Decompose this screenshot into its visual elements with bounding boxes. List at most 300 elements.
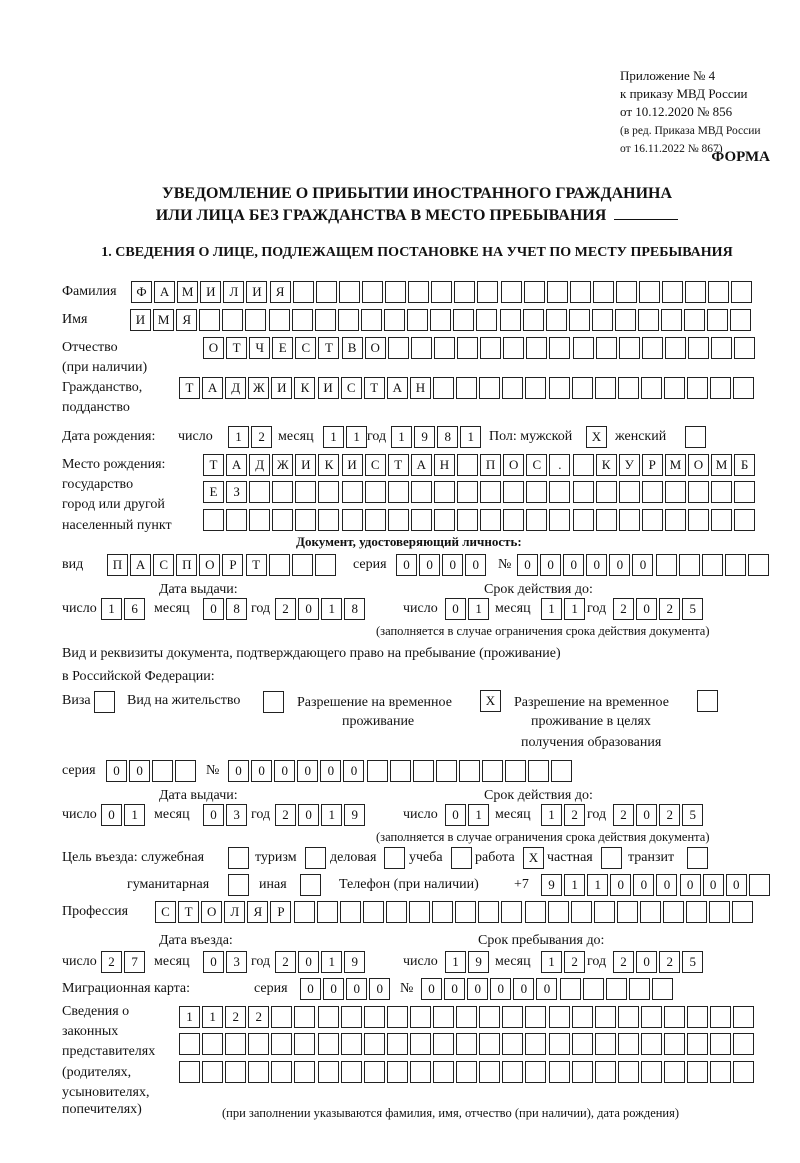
- char-cell[interactable]: [524, 281, 545, 303]
- char-cell[interactable]: 1: [391, 426, 412, 448]
- char-cell[interactable]: Р: [270, 901, 291, 923]
- char-cell[interactable]: 0: [298, 951, 319, 973]
- char-cell[interactable]: А: [387, 377, 408, 399]
- char-cell[interactable]: [271, 1033, 292, 1055]
- char-cell[interactable]: [222, 309, 243, 331]
- reps-field-1[interactable]: [179, 1006, 756, 1028]
- char-cell[interactable]: 0: [703, 874, 724, 896]
- char-cell[interactable]: [618, 1061, 639, 1083]
- name-field[interactable]: [130, 309, 754, 331]
- char-cell[interactable]: [315, 309, 336, 331]
- char-cell[interactable]: [732, 901, 753, 923]
- char-cell[interactable]: [730, 309, 751, 331]
- char-cell[interactable]: 0: [586, 554, 607, 576]
- char-cell[interactable]: [615, 309, 636, 331]
- char-cell[interactable]: 9: [344, 804, 365, 826]
- char-cell[interactable]: [318, 481, 339, 503]
- char-cell[interactable]: 1: [460, 426, 481, 448]
- char-cell[interactable]: 0: [320, 760, 341, 782]
- char-cell[interactable]: Я: [270, 281, 291, 303]
- char-cell[interactable]: 0: [297, 760, 318, 782]
- char-cell[interactable]: [679, 554, 700, 576]
- char-cell[interactable]: [387, 1061, 408, 1083]
- char-cell[interactable]: [480, 481, 501, 503]
- char-cell[interactable]: [525, 1033, 546, 1055]
- stay-valid-day-field[interactable]: [445, 804, 491, 826]
- stay-issue-day-field[interactable]: [101, 804, 147, 826]
- char-cell[interactable]: Н: [410, 377, 431, 399]
- char-cell[interactable]: [549, 1006, 570, 1028]
- char-cell[interactable]: [642, 509, 663, 531]
- char-cell[interactable]: И: [318, 377, 339, 399]
- char-cell[interactable]: [710, 1006, 731, 1028]
- char-cell[interactable]: [272, 481, 293, 503]
- char-cell[interactable]: Е: [203, 481, 224, 503]
- char-cell[interactable]: 0: [563, 554, 584, 576]
- char-cell[interactable]: [361, 309, 382, 331]
- char-cell[interactable]: [410, 1006, 431, 1028]
- checkbox-cell[interactable]: [697, 690, 718, 712]
- char-cell[interactable]: [294, 1006, 315, 1028]
- char-cell[interactable]: Б: [734, 454, 755, 476]
- char-cell[interactable]: 1: [202, 1006, 223, 1028]
- char-cell[interactable]: 0: [467, 978, 488, 1000]
- checkbox-cell[interactable]: [300, 874, 321, 896]
- char-cell[interactable]: [249, 481, 270, 503]
- char-cell[interactable]: И: [130, 309, 151, 331]
- char-cell[interactable]: [410, 1061, 431, 1083]
- char-cell[interactable]: Л: [223, 281, 244, 303]
- char-cell[interactable]: И: [295, 454, 316, 476]
- char-cell[interactable]: [573, 481, 594, 503]
- citizenship-field[interactable]: [179, 377, 756, 399]
- char-cell[interactable]: С: [526, 454, 547, 476]
- char-cell[interactable]: К: [596, 454, 617, 476]
- char-cell[interactable]: 0: [490, 978, 511, 1000]
- char-cell[interactable]: 5: [682, 598, 703, 620]
- char-cell[interactable]: [640, 901, 661, 923]
- char-cell[interactable]: 1: [564, 874, 585, 896]
- id-series-field[interactable]: [396, 554, 488, 576]
- char-cell[interactable]: 2: [101, 951, 122, 973]
- checkbox-cell[interactable]: [601, 847, 622, 869]
- char-cell[interactable]: [271, 1061, 292, 1083]
- char-cell[interactable]: [641, 1061, 662, 1083]
- char-cell[interactable]: 2: [659, 804, 680, 826]
- char-cell[interactable]: [572, 1006, 593, 1028]
- char-cell[interactable]: [525, 377, 546, 399]
- char-cell[interactable]: 2: [564, 951, 585, 973]
- char-cell[interactable]: 1: [564, 598, 585, 620]
- char-cell[interactable]: [707, 309, 728, 331]
- char-cell[interactable]: [433, 377, 454, 399]
- char-cell[interactable]: С: [153, 554, 174, 576]
- char-cell[interactable]: [684, 309, 705, 331]
- char-cell[interactable]: [629, 978, 650, 1000]
- char-cell[interactable]: [387, 1033, 408, 1055]
- char-cell[interactable]: [367, 760, 388, 782]
- char-cell[interactable]: 2: [564, 804, 585, 826]
- char-cell[interactable]: К: [294, 377, 315, 399]
- char-cell[interactable]: [225, 1061, 246, 1083]
- char-cell[interactable]: 9: [468, 951, 489, 973]
- char-cell[interactable]: С: [365, 454, 386, 476]
- char-cell[interactable]: 2: [613, 804, 634, 826]
- char-cell[interactable]: Н: [434, 454, 455, 476]
- checkbox-cell[interactable]: [384, 847, 405, 869]
- char-cell[interactable]: [294, 1033, 315, 1055]
- char-cell[interactable]: [365, 509, 386, 531]
- char-cell[interactable]: [410, 1033, 431, 1055]
- sex-male-checkbox[interactable]: [586, 426, 609, 448]
- char-cell[interactable]: 0: [101, 804, 122, 826]
- char-cell[interactable]: [710, 1061, 731, 1083]
- char-cell[interactable]: [385, 281, 406, 303]
- char-cell[interactable]: [639, 281, 660, 303]
- char-cell[interactable]: [318, 1061, 339, 1083]
- char-cell[interactable]: [595, 1033, 616, 1055]
- purpose-study-checkbox[interactable]: [451, 847, 474, 869]
- char-cell[interactable]: 0: [465, 554, 486, 576]
- migration-series-field[interactable]: [300, 978, 392, 1000]
- char-cell[interactable]: [502, 377, 523, 399]
- char-cell[interactable]: [526, 481, 547, 503]
- char-cell[interactable]: 6: [124, 598, 145, 620]
- char-cell[interactable]: 0: [444, 978, 465, 1000]
- char-cell[interactable]: [733, 1061, 754, 1083]
- char-cell[interactable]: [413, 760, 434, 782]
- char-cell[interactable]: 0: [636, 598, 657, 620]
- char-cell[interactable]: [179, 1033, 200, 1055]
- char-cell[interactable]: 8: [437, 426, 458, 448]
- char-cell[interactable]: О: [201, 901, 222, 923]
- char-cell[interactable]: [618, 1006, 639, 1028]
- char-cell[interactable]: [573, 337, 594, 359]
- char-cell[interactable]: 2: [275, 804, 296, 826]
- char-cell[interactable]: П: [480, 454, 501, 476]
- purpose-humanitarian-checkbox[interactable]: [228, 874, 251, 896]
- char-cell[interactable]: 0: [636, 951, 657, 973]
- char-cell[interactable]: [664, 377, 685, 399]
- char-cell[interactable]: [433, 1006, 454, 1028]
- char-cell[interactable]: С: [155, 901, 176, 923]
- char-cell[interactable]: [500, 309, 521, 331]
- char-cell[interactable]: [387, 1006, 408, 1028]
- char-cell[interactable]: [638, 309, 659, 331]
- char-cell[interactable]: Т: [226, 337, 247, 359]
- char-cell[interactable]: А: [411, 454, 432, 476]
- char-cell[interactable]: 1: [587, 874, 608, 896]
- char-cell[interactable]: Д: [225, 377, 246, 399]
- char-cell[interactable]: [476, 309, 497, 331]
- char-cell[interactable]: [479, 1033, 500, 1055]
- char-cell[interactable]: [318, 1006, 339, 1028]
- char-cell[interactable]: Т: [246, 554, 267, 576]
- char-cell[interactable]: Ф: [131, 281, 152, 303]
- char-cell[interactable]: А: [202, 377, 223, 399]
- char-cell[interactable]: И: [200, 281, 221, 303]
- char-cell[interactable]: Т: [318, 337, 339, 359]
- char-cell[interactable]: С: [295, 337, 316, 359]
- char-cell[interactable]: [202, 1033, 223, 1055]
- id-valid-month-field[interactable]: [541, 598, 587, 620]
- char-cell[interactable]: 0: [323, 978, 344, 1000]
- char-cell[interactable]: Р: [642, 454, 663, 476]
- char-cell[interactable]: [365, 481, 386, 503]
- char-cell[interactable]: [526, 509, 547, 531]
- char-cell[interactable]: [226, 509, 247, 531]
- entry-month-field[interactable]: [203, 951, 249, 973]
- char-cell[interactable]: [269, 309, 290, 331]
- char-cell[interactable]: [702, 554, 723, 576]
- char-cell[interactable]: 9: [541, 874, 562, 896]
- char-cell[interactable]: [656, 554, 677, 576]
- char-cell[interactable]: [571, 901, 592, 923]
- char-cell[interactable]: [503, 509, 524, 531]
- char-cell[interactable]: 5: [682, 804, 703, 826]
- char-cell[interactable]: [433, 1033, 454, 1055]
- char-cell[interactable]: 0: [540, 554, 561, 576]
- char-cell[interactable]: [479, 377, 500, 399]
- char-cell[interactable]: [570, 281, 591, 303]
- char-cell[interactable]: 3: [226, 804, 247, 826]
- char-cell[interactable]: [618, 377, 639, 399]
- char-cell[interactable]: П: [176, 554, 197, 576]
- purpose-private-checkbox[interactable]: [601, 847, 624, 869]
- char-cell[interactable]: [316, 281, 337, 303]
- char-cell[interactable]: [687, 1061, 708, 1083]
- char-cell[interactable]: [295, 481, 316, 503]
- char-cell[interactable]: 1: [321, 598, 342, 620]
- char-cell[interactable]: [662, 281, 683, 303]
- stay-number-field[interactable]: [228, 760, 574, 782]
- char-cell[interactable]: 0: [106, 760, 127, 782]
- birthplace-field-3[interactable]: [203, 509, 757, 531]
- char-cell[interactable]: [364, 1033, 385, 1055]
- char-cell[interactable]: [551, 760, 572, 782]
- id-issue-year-field[interactable]: [275, 598, 367, 620]
- char-cell[interactable]: [641, 1033, 662, 1055]
- char-cell[interactable]: [733, 377, 754, 399]
- char-cell[interactable]: [725, 554, 746, 576]
- char-cell[interactable]: [384, 309, 405, 331]
- char-cell[interactable]: [202, 1061, 223, 1083]
- char-cell[interactable]: [501, 281, 522, 303]
- char-cell[interactable]: [272, 509, 293, 531]
- char-cell[interactable]: [547, 281, 568, 303]
- char-cell[interactable]: [616, 281, 637, 303]
- char-cell[interactable]: [664, 1061, 685, 1083]
- char-cell[interactable]: Т: [178, 901, 199, 923]
- patronymic-field[interactable]: [203, 337, 757, 359]
- char-cell[interactable]: [596, 481, 617, 503]
- char-cell[interactable]: [525, 901, 546, 923]
- purpose-other-checkbox[interactable]: [300, 874, 323, 896]
- char-cell[interactable]: [642, 481, 663, 503]
- char-cell[interactable]: [480, 509, 501, 531]
- profession-field[interactable]: [155, 901, 755, 923]
- char-cell[interactable]: [338, 309, 359, 331]
- checkbox-cell[interactable]: [305, 847, 326, 869]
- char-cell[interactable]: Е: [272, 337, 293, 359]
- char-cell[interactable]: [617, 901, 638, 923]
- char-cell[interactable]: [595, 377, 616, 399]
- char-cell[interactable]: 0: [445, 804, 466, 826]
- char-cell[interactable]: О: [503, 454, 524, 476]
- char-cell[interactable]: [407, 309, 428, 331]
- stay-until-year-field[interactable]: [613, 951, 705, 973]
- char-cell[interactable]: [293, 281, 314, 303]
- visa-checkbox[interactable]: [94, 691, 117, 713]
- stay-until-month-field[interactable]: [541, 951, 587, 973]
- char-cell[interactable]: [708, 281, 729, 303]
- char-cell[interactable]: [249, 509, 270, 531]
- char-cell[interactable]: М: [711, 454, 732, 476]
- char-cell[interactable]: У: [619, 454, 640, 476]
- char-cell[interactable]: Я: [247, 901, 268, 923]
- char-cell[interactable]: [687, 1006, 708, 1028]
- char-cell[interactable]: [583, 978, 604, 1000]
- char-cell[interactable]: [642, 337, 663, 359]
- char-cell[interactable]: 0: [609, 554, 630, 576]
- char-cell[interactable]: [687, 377, 708, 399]
- char-cell[interactable]: 1: [541, 598, 562, 620]
- char-cell[interactable]: [549, 377, 570, 399]
- char-cell[interactable]: [502, 1006, 523, 1028]
- char-cell[interactable]: [318, 509, 339, 531]
- char-cell[interactable]: 0: [251, 760, 272, 782]
- char-cell[interactable]: [710, 1033, 731, 1055]
- purpose-work-checkbox[interactable]: [523, 847, 546, 869]
- char-cell[interactable]: 7: [124, 951, 145, 973]
- char-cell[interactable]: [665, 509, 686, 531]
- char-cell[interactable]: [411, 481, 432, 503]
- phone-field[interactable]: [541, 874, 772, 896]
- char-cell[interactable]: [478, 901, 499, 923]
- char-cell[interactable]: [459, 760, 480, 782]
- char-cell[interactable]: Ж: [272, 454, 293, 476]
- char-cell[interactable]: [548, 901, 569, 923]
- char-cell[interactable]: 1: [321, 951, 342, 973]
- checkbox-cell[interactable]: X: [586, 426, 607, 448]
- char-cell[interactable]: Д: [249, 454, 270, 476]
- char-cell[interactable]: [456, 1061, 477, 1083]
- char-cell[interactable]: 2: [251, 426, 272, 448]
- char-cell[interactable]: И: [342, 454, 363, 476]
- char-cell[interactable]: 0: [680, 874, 701, 896]
- char-cell[interactable]: 8: [344, 598, 365, 620]
- char-cell[interactable]: [457, 337, 478, 359]
- char-cell[interactable]: 2: [659, 598, 680, 620]
- char-cell[interactable]: Т: [179, 377, 200, 399]
- char-cell[interactable]: 9: [344, 951, 365, 973]
- checkbox-cell[interactable]: [228, 874, 249, 896]
- char-cell[interactable]: 2: [225, 1006, 246, 1028]
- char-cell[interactable]: 1: [541, 804, 562, 826]
- char-cell[interactable]: 1: [179, 1006, 200, 1028]
- char-cell[interactable]: [479, 1061, 500, 1083]
- char-cell[interactable]: [292, 309, 313, 331]
- char-cell[interactable]: 8: [226, 598, 247, 620]
- char-cell[interactable]: 0: [656, 874, 677, 896]
- char-cell[interactable]: [688, 509, 709, 531]
- char-cell[interactable]: 0: [203, 804, 224, 826]
- reps-field-2[interactable]: [179, 1033, 756, 1055]
- char-cell[interactable]: М: [177, 281, 198, 303]
- char-cell[interactable]: 9: [414, 426, 435, 448]
- char-cell[interactable]: [711, 481, 732, 503]
- char-cell[interactable]: 1: [346, 426, 367, 448]
- char-cell[interactable]: 1: [541, 951, 562, 973]
- char-cell[interactable]: [664, 1033, 685, 1055]
- char-cell[interactable]: [386, 901, 407, 923]
- char-cell[interactable]: [526, 337, 547, 359]
- checkbox-cell[interactable]: [228, 847, 249, 869]
- checkbox-cell[interactable]: [451, 847, 472, 869]
- char-cell[interactable]: [457, 481, 478, 503]
- char-cell[interactable]: П: [107, 554, 128, 576]
- char-cell[interactable]: [595, 1006, 616, 1028]
- char-cell[interactable]: [341, 1061, 362, 1083]
- char-cell[interactable]: [688, 337, 709, 359]
- char-cell[interactable]: [436, 760, 457, 782]
- char-cell[interactable]: [432, 901, 453, 923]
- char-cell[interactable]: [248, 1061, 269, 1083]
- char-cell[interactable]: 0: [228, 760, 249, 782]
- char-cell[interactable]: [592, 309, 613, 331]
- stay-valid-year-field[interactable]: [613, 804, 705, 826]
- char-cell[interactable]: [175, 760, 196, 782]
- char-cell[interactable]: [477, 281, 498, 303]
- char-cell[interactable]: [711, 509, 732, 531]
- char-cell[interactable]: О: [688, 454, 709, 476]
- char-cell[interactable]: 0: [343, 760, 364, 782]
- char-cell[interactable]: 0: [445, 598, 466, 620]
- char-cell[interactable]: 2: [275, 951, 296, 973]
- char-cell[interactable]: [340, 901, 361, 923]
- char-cell[interactable]: [363, 901, 384, 923]
- char-cell[interactable]: [502, 1033, 523, 1055]
- char-cell[interactable]: [434, 509, 455, 531]
- char-cell[interactable]: [434, 337, 455, 359]
- purpose-business-checkbox[interactable]: [384, 847, 407, 869]
- char-cell[interactable]: В: [342, 337, 363, 359]
- char-cell[interactable]: 1: [445, 951, 466, 973]
- char-cell[interactable]: [546, 309, 567, 331]
- char-cell[interactable]: [431, 281, 452, 303]
- char-cell[interactable]: [456, 1006, 477, 1028]
- char-cell[interactable]: 0: [369, 978, 390, 1000]
- char-cell[interactable]: [505, 760, 526, 782]
- char-cell[interactable]: [687, 1033, 708, 1055]
- char-cell[interactable]: [411, 509, 432, 531]
- char-cell[interactable]: [549, 337, 570, 359]
- char-cell[interactable]: [549, 481, 570, 503]
- char-cell[interactable]: 0: [536, 978, 557, 1000]
- stay-valid-month-field[interactable]: [541, 804, 587, 826]
- char-cell[interactable]: 0: [610, 874, 631, 896]
- char-cell[interactable]: [594, 901, 615, 923]
- char-cell[interactable]: [525, 1006, 546, 1028]
- char-cell[interactable]: [315, 554, 336, 576]
- birth-month-field[interactable]: [323, 426, 369, 448]
- char-cell[interactable]: М: [153, 309, 174, 331]
- char-cell[interactable]: [549, 1033, 570, 1055]
- char-cell[interactable]: 0: [346, 978, 367, 1000]
- char-cell[interactable]: [456, 377, 477, 399]
- char-cell[interactable]: [479, 1006, 500, 1028]
- char-cell[interactable]: 0: [632, 554, 653, 576]
